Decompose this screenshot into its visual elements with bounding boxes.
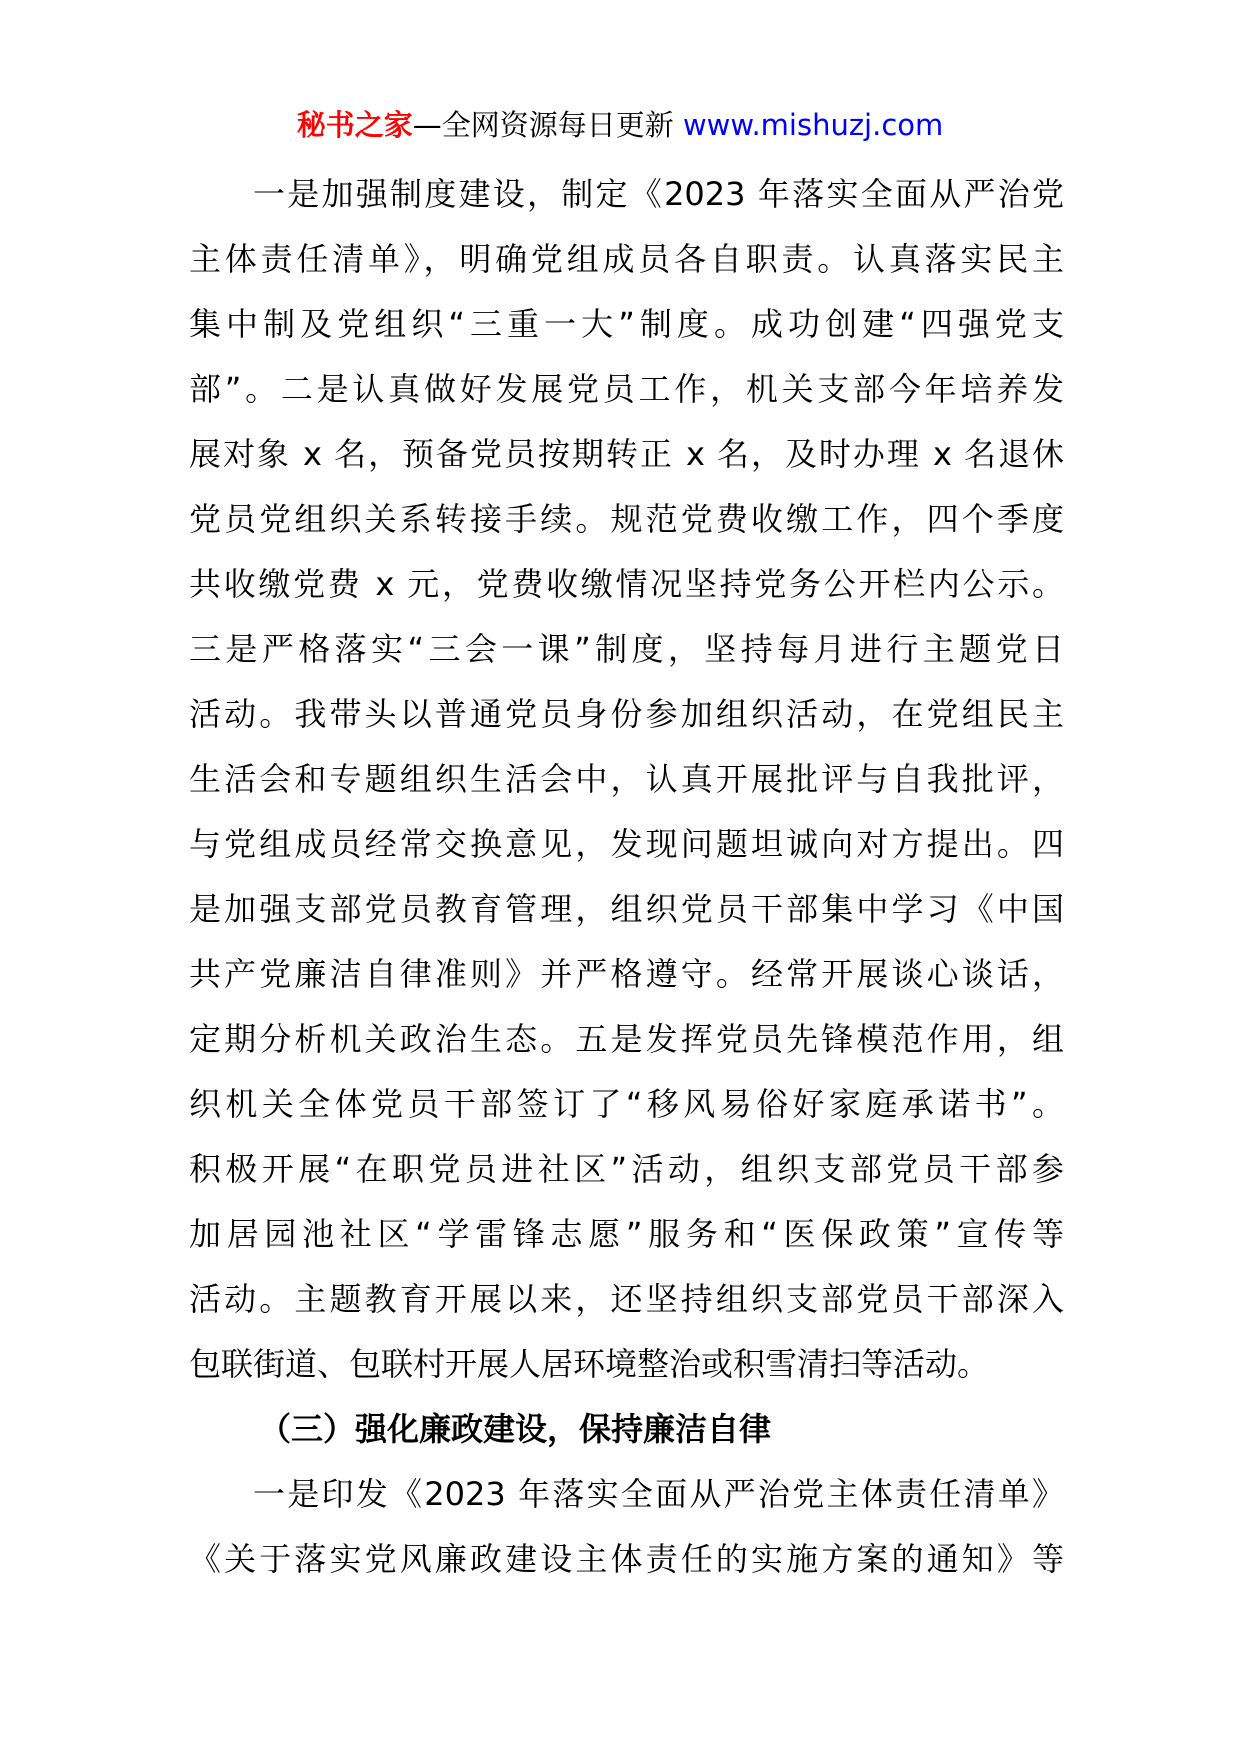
text-line: 一是加强制度建设，制定《2023 年落实全面从严治党 [253,175,1064,213]
text-line: 共产党廉洁自律准则》并严格遵守。经常开展谈心谈话， [189,955,1064,993]
text-line: 一是印发《2023 年落实全面从严治党主体责任清单》 [253,1475,1064,1513]
text-line: 织机关全体党员干部签订了“移风易俗好家庭承诺书”。 [189,1085,1064,1123]
text-line: 定期分析机关政治生态。五是发挥党员先锋模范作用，组 [189,1020,1064,1058]
text-line: 共收缴党费 x 元，党费收缴情况坚持党务公开栏内公示。 [189,565,1064,603]
brand-name: 秘书之家 [296,108,413,142]
text-line: 加居园池社区“学雷锋志愿”服务和“医保政策”宣传等 [189,1215,1064,1253]
section-heading: （三）强化廉政建设，保持廉洁自律 [259,1410,772,1448]
text-line: 三是严格落实“三会一课”制度，坚持每月进行主题党日 [189,630,1064,668]
document-body [189,162,1064,1592]
text-line: 党员党组织关系转接手续。规范党费收缴工作，四个季度 [189,500,1064,538]
text-line: 部”。二是认真做好发展党员工作，机关支部今年培养发 [189,370,1064,408]
text-line: 《关于落实党风廉政建设主体责任的实施方案的通知》等 [189,1540,1064,1578]
text-line: 活动。主题教育开展以来，还坚持组织支部党员干部深入 [189,1280,1064,1318]
text-line: 包联街道、包联村开展人居环境整治或积雪清扫等活动。 [189,1345,990,1383]
text-line: 活动。我带头以普通党员身份参加组织活动，在党组民主 [189,695,1064,733]
paragraph-2 [189,1462,1064,1592]
text-line: 集中制及党组织“三重一大”制度。成功创建“四强党支 [189,305,1064,343]
site-url[interactable]: www.mishuzj.com [682,108,944,142]
text-line: 展对象 x 名，预备党员按期转正 x 名，及时办理 x 名退休 [189,435,1064,473]
text-line: 是加强支部党员教育管理，组织党员干部集中学习《中国 [189,890,1064,928]
site-header [0,103,1240,147]
text-line: 生活会和专题组织生活会中，认真开展批评与自我批评， [189,760,1064,798]
text-line: 积极开展“在职党员进社区”活动，组织支部党员干部参 [189,1150,1064,1188]
text-line: 主体责任清单》，明确党组成员各自职责。认真落实民主 [189,240,1064,278]
text-line: 与党组成员经常交换意见，发现问题坦诚向对方提出。四 [189,825,1064,863]
header-tagline: —全网资源每日更新 [412,108,683,142]
paragraph-1 [189,162,1064,1397]
